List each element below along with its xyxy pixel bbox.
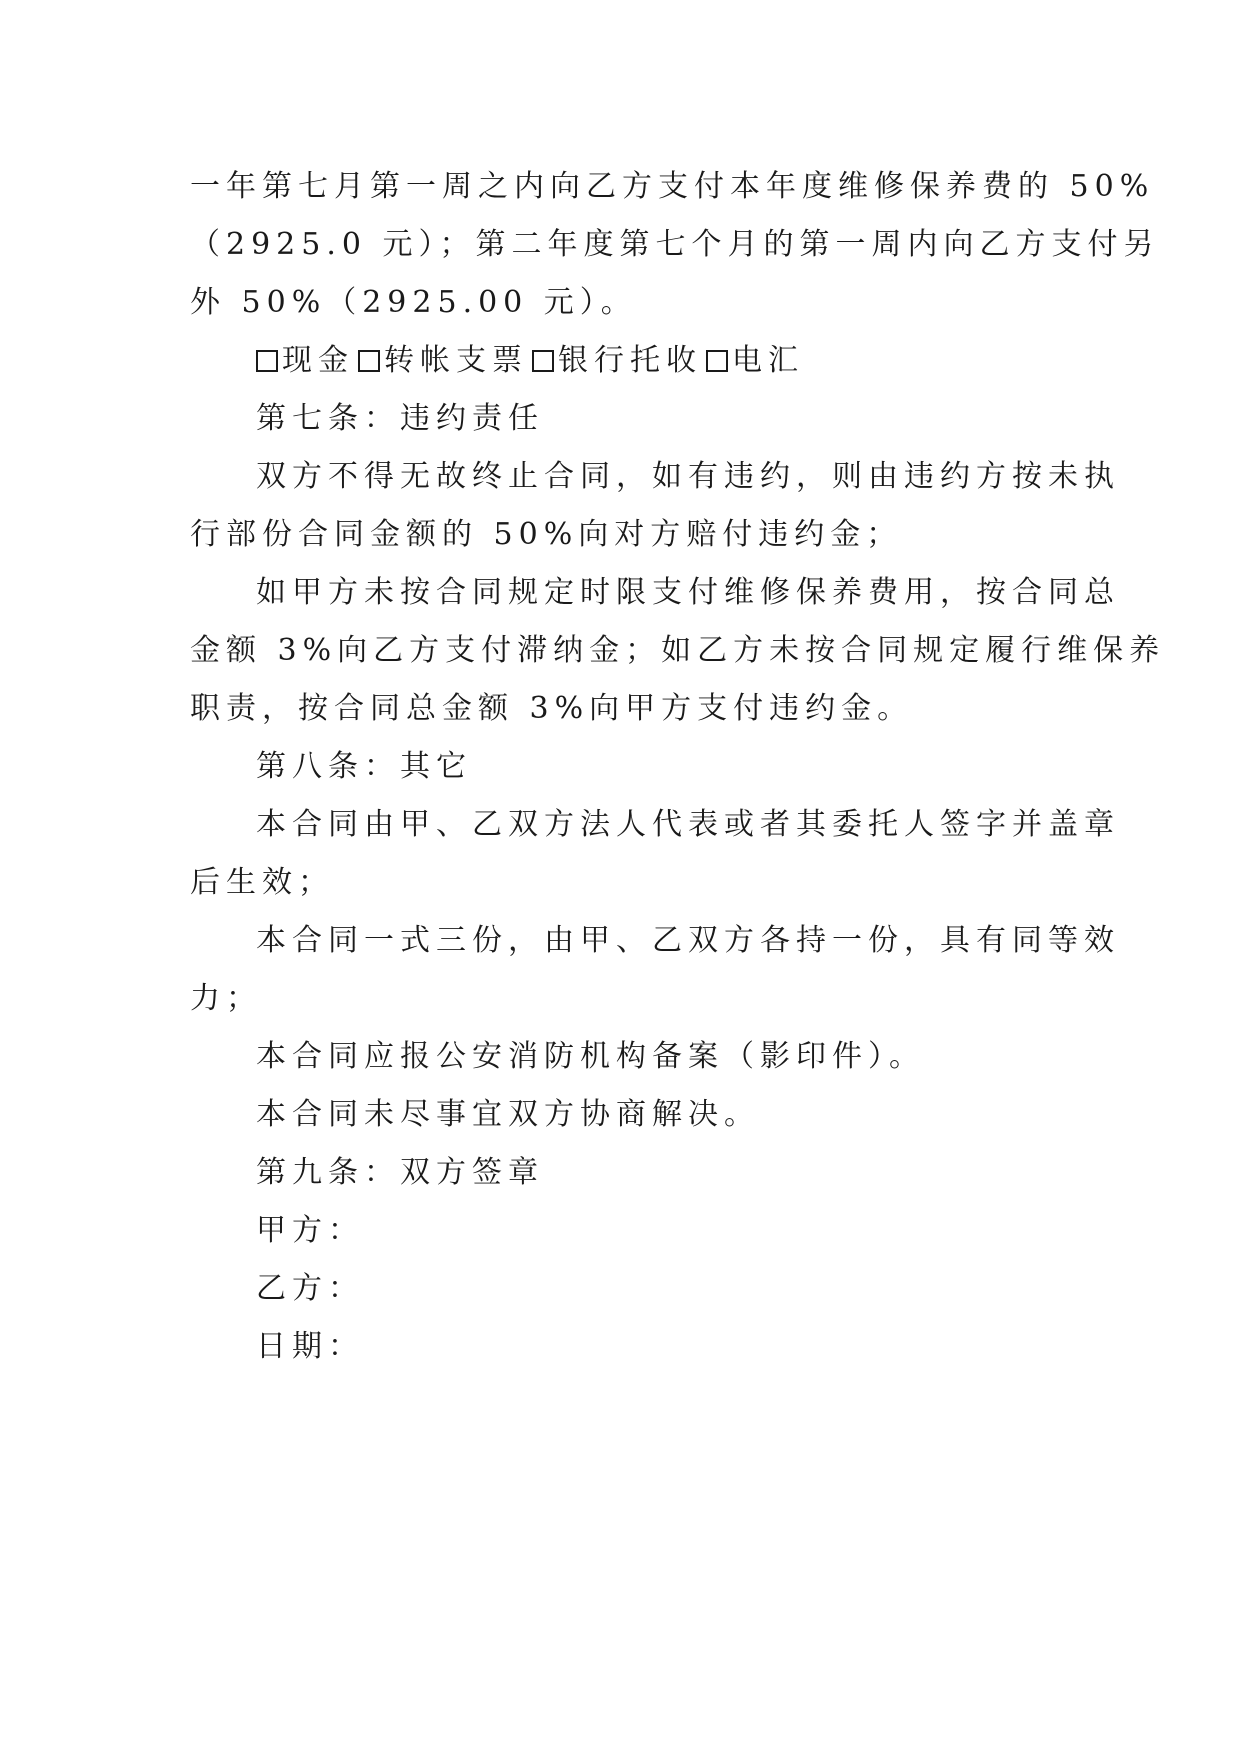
paragraph-line: 本合同未尽事宜双方协商解决。: [256, 1097, 760, 1132]
paragraph-line: 外 50%（2925.00 元）。: [190, 285, 637, 320]
article-8-heading: 第八条：其它: [256, 749, 472, 784]
payment-cash-label: 现金: [282, 343, 354, 378]
payment-transfer-check-checkbox[interactable]: [358, 350, 380, 372]
paragraph-line: 本合同应报公安消防机构备案（影印件）。: [256, 1039, 925, 1074]
payment-transfer-check-label: 转帐支票: [384, 343, 528, 378]
payment-method-options: [190, 332, 1050, 390]
paragraph-line: 金额 3%向乙方支付滞纳金；如乙方未按合同规定履行维保养: [190, 633, 1166, 668]
payment-cash-checkbox[interactable]: [256, 350, 278, 372]
paragraph-line: 行部份合同金额的 50%向对方赔付违约金；: [190, 517, 903, 552]
paragraph-line: 后生效；: [190, 865, 334, 900]
paragraph-line: 职责，按合同总金额 3%向甲方支付违约金。: [190, 691, 914, 726]
paragraph-line: 力；: [190, 981, 262, 1016]
article-7-heading: 第七条：违约责任: [256, 401, 544, 436]
party-b-signature-line: 乙方：: [256, 1271, 364, 1306]
document-body: [190, 158, 1166, 1376]
paragraph-line: 本合同由甲、乙双方法人代表或者其委托人签字并盖章: [256, 807, 1120, 842]
party-a-signature-line: 甲方：: [256, 1213, 364, 1248]
payment-wire-transfer-checkbox[interactable]: [706, 350, 728, 372]
date-line: 日期：: [256, 1329, 364, 1364]
payment-bank-collection-label: 银行托收: [558, 343, 702, 378]
paragraph-line: 本合同一式三份，由甲、乙双方各持一份，具有同等效: [256, 923, 1120, 958]
article-9-heading: 第九条：双方签章: [256, 1155, 544, 1190]
paragraph-line: 双方不得无故终止合同，如有违约，则由违约方按未执: [256, 459, 1120, 494]
payment-wire-transfer-label: 电汇: [732, 343, 804, 378]
paragraph-line: （2925.0 元）；第二年度第七个月的第一周内向乙方支付另: [190, 227, 1160, 262]
paragraph-line: 如甲方未按合同规定时限支付维修保养费用，按合同总: [256, 575, 1120, 610]
paragraph-line: 一年第七月第一周之内向乙方支付本年度维修保养费的 50%: [190, 169, 1155, 204]
payment-bank-collection-checkbox[interactable]: [532, 350, 554, 372]
